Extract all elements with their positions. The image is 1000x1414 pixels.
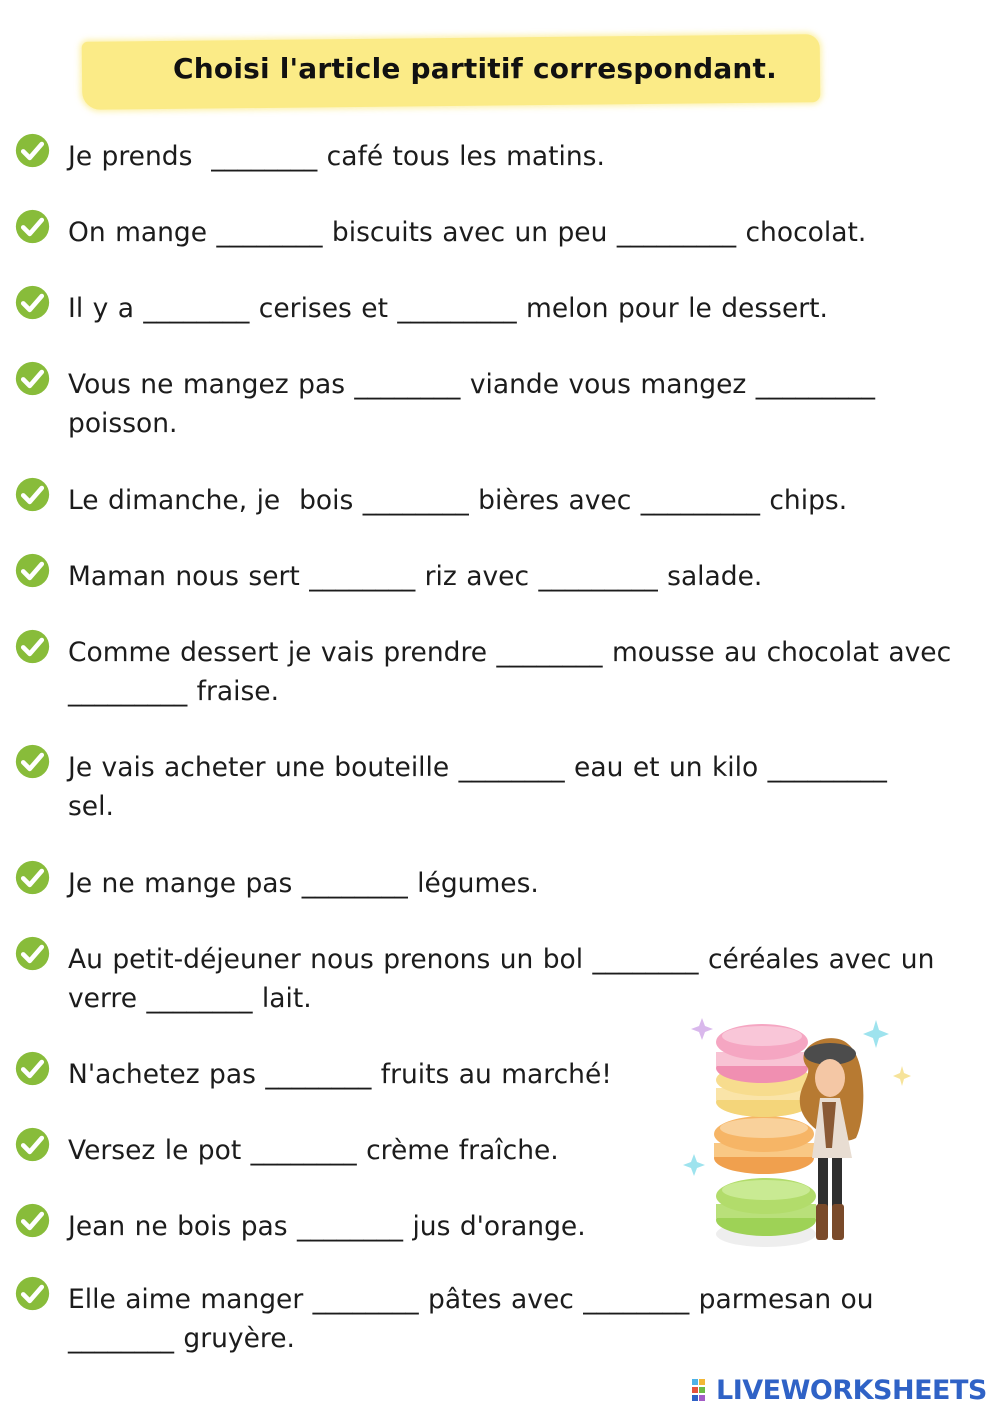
check-circle-icon <box>14 743 51 780</box>
brand-footer <box>692 1372 987 1408</box>
exercise-sentence: Je ne mange pas ________ légumes. <box>68 868 539 899</box>
check-circle-icon <box>14 628 51 665</box>
sparkle-icon <box>691 1018 713 1040</box>
sparkle-icon <box>863 1020 889 1048</box>
page-title: Choisi l'article partitif correspondant. <box>173 52 777 85</box>
exercise-sentence: Maman nous sert ________ riz avec _________ salade. <box>68 561 763 592</box>
check-circle-icon <box>14 552 51 589</box>
exercise-sentence: Versez le pot ________ crème fraîche. <box>68 1135 559 1166</box>
exercise-sentence: Elle aime manger ________ pâtes avec ________ parmesan ou ________ gruyère. <box>68 1284 874 1354</box>
exercise-sentence: Je vais acheter une bouteille ________ eau et un kilo _________ sel. <box>68 752 887 822</box>
liveworksheets-logo-icon <box>692 1377 714 1403</box>
exercise-sentence: Vous ne mangez pas ________ viande vous mangez _________ poisson. <box>68 369 875 439</box>
exercise-sentence: Comme dessert je vais prendre ________ mousse au chocolat avec _________ fraise. <box>68 637 952 707</box>
exercise-sentence: Au petit-déjeuner nous prenons un bol ________ céréales avec un verre ________ lait. <box>68 944 935 1014</box>
sparkle-icon <box>683 1154 705 1176</box>
check-circle-icon <box>14 132 51 169</box>
check-circle-icon <box>14 1050 51 1087</box>
exercise-sentence: N'achetez pas ________ fruits au marché! <box>68 1059 612 1090</box>
check-circle-icon <box>14 935 51 972</box>
exercise-sentence: Le dimanche, je bois ________ bières avec _________ chips. <box>68 485 848 516</box>
check-circle-icon <box>14 208 51 245</box>
exercise-sentence: Jean ne bois pas ________ jus d'orange. <box>68 1211 586 1242</box>
exercise-sentence: On mange ________ biscuits avec un peu _________ chocolat. <box>68 217 867 248</box>
exercise-sentence: Il y a ________ cerises et _________ melon pour le dessert. <box>68 293 828 324</box>
check-circle-icon <box>14 1202 51 1239</box>
check-circle-icon <box>14 1275 51 1312</box>
brand-name: LIVEWORKSHEETS <box>716 1374 987 1406</box>
check-circle-icon <box>14 476 51 513</box>
check-circle-icon <box>14 284 51 321</box>
exercise-sentence: Je prends ________ café tous les matins. <box>68 141 605 172</box>
check-circle-icon <box>14 360 51 397</box>
sparkle-icon <box>893 1066 911 1086</box>
macaron-illustration <box>680 1008 920 1258</box>
check-circle-icon <box>14 1126 51 1163</box>
check-circle-icon <box>14 859 51 896</box>
